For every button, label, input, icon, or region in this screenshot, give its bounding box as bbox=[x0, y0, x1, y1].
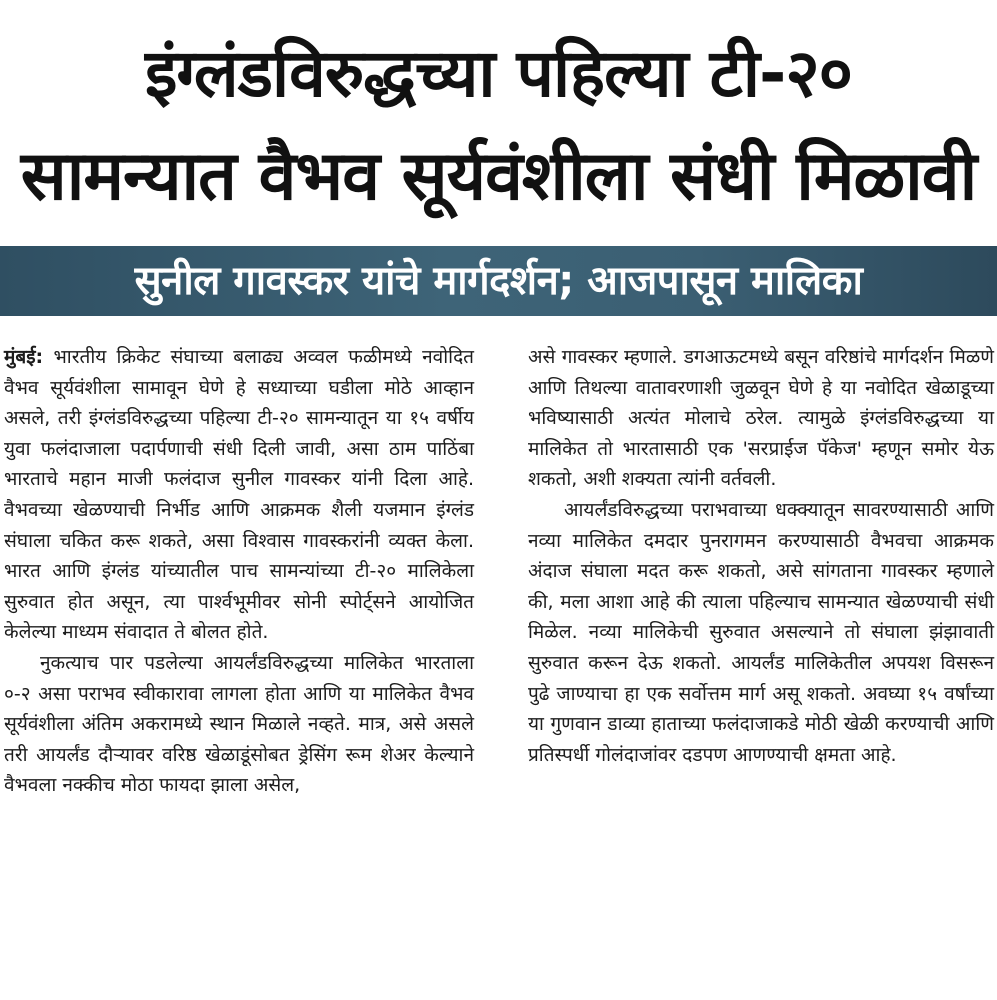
dateline: मुंबई: bbox=[4, 346, 44, 368]
article-paragraph: नुकत्याच पार पडलेल्या आयर्लंडविरुद्धच्या मालिकेत भारताला ०-२ असा पराभव स्वीकारावा लागला होता आणि या मालिकेत वैभव सूर्यवंशीला अंतिम अकरामध्ये स्थान मिळाले नव्हते. मात्र, असे असले तरी आयर्लंड दौऱ्यावर वरिष्ठ खेळाडूंसोबत ड्रेसिंग रूम शेअर केल्याने वैभवला नक्कीच मोठा फायदा झाला असेल, bbox=[4, 651, 474, 797]
article-column-right bbox=[528, 342, 994, 770]
article-paragraph bbox=[4, 342, 474, 648]
article-paragraph: आयर्लंडविरुद्धच्या पराभवाच्या धक्क्यातून सावरण्यासाठी आणि नव्या मालिकेत दमदार पुनरागमन करण्यासाठी वैभवचा आक्रमक अंदाज संघाला मदत करू शकतो, असे सांगताना गावस्कर म्हणाले की, मला आशा आहे की त्याला पहिल्याच सामन्यात खेळण्याची संधी मिळेल. नव्या मालिकेची सुरुवात असल्याने तो संघाला झंझावाती सुरुवात करून देऊ शकतो. आयर्लंड मालिकेतील अपयश विसरून पुढे जाण्याचा हा एक सर्वोत्तम मार्ग असू शकतो. अवघ्या १५ वर्षांच्या या गुणवान डाव्या हाताच्या फलंदाजाकडे मोठी खेळी करण्याची आणि प्रतिस्पर्धी गोलंदाजांवर दडपण आणण्याची क्षमता आहे. bbox=[528, 498, 994, 766]
headline-line-2: सामन्यात वैभव सूर्यवंशीला संधी मिळावी bbox=[20, 137, 977, 216]
headline-line-1: इंग्लंडविरुद्धच्या पहिल्या टी-२० bbox=[144, 35, 853, 112]
article-column-left bbox=[4, 342, 474, 801]
article-paragraph: असे गावस्कर म्हणाले. डगआऊटमध्ये बसून वरिष्ठांचे मार्गदर्शन मिळणे आणि तिथल्या वातावरणाशी जुळवून घेणे हे या नवोदित खेळाडूच्या भविष्यासाठी अत्यंत मोलाचे ठरेल. त्यामुळे इंग्लंडविरुद्धच्या या मालिकेत तो भारतासाठी एक 'सरप्राईज पॅकेज' म्हणून समोर येऊ शकतो, अशी शक्यता त्यांनी वर्तवली. bbox=[528, 346, 994, 491]
article-paragraph-text: भारतीय क्रिकेट संघाच्या बलाढ्य अव्वल फळीमध्ये नवोदित वैभव सूर्यवंशीला सामावून घेणे हे सध्याच्या घडीला मोठे आव्हान असले, तरी इंग्लंडविरुद्धच्या पहिल्या टी-२० सामन्यातून या १५ वर्षीय युवा फलंदाजाला पदार्पणाची संधी दिली जावी, असा ठाम पाठिंबा भारताचे महान माजी फलंदाज सुनील गावस्कर यांनी दिला आहे. वैभवच्या खेळण्याची निर्भीड आणि आक्रमक शैली यजमान इंग्लंड संघाला चकित करू शकते, असा विश्वास गावस्करांनी व्यक्त केला. भारत आणि इंग्लंड यांच्यातील पाच सामन्यांच्या टी-२० मालिकेला सुरुवात होत असून, त्या पार्श्वभूमीवर सोनी स्पोर्ट्सने आयोजित केलेल्या माध्यम संवादात ते बोलत होते. bbox=[4, 346, 474, 644]
subheadline: सुनील गावस्कर यांचे मार्गदर्शन; आजपासून मालिका bbox=[134, 258, 863, 304]
subheadline-band bbox=[0, 246, 997, 316]
